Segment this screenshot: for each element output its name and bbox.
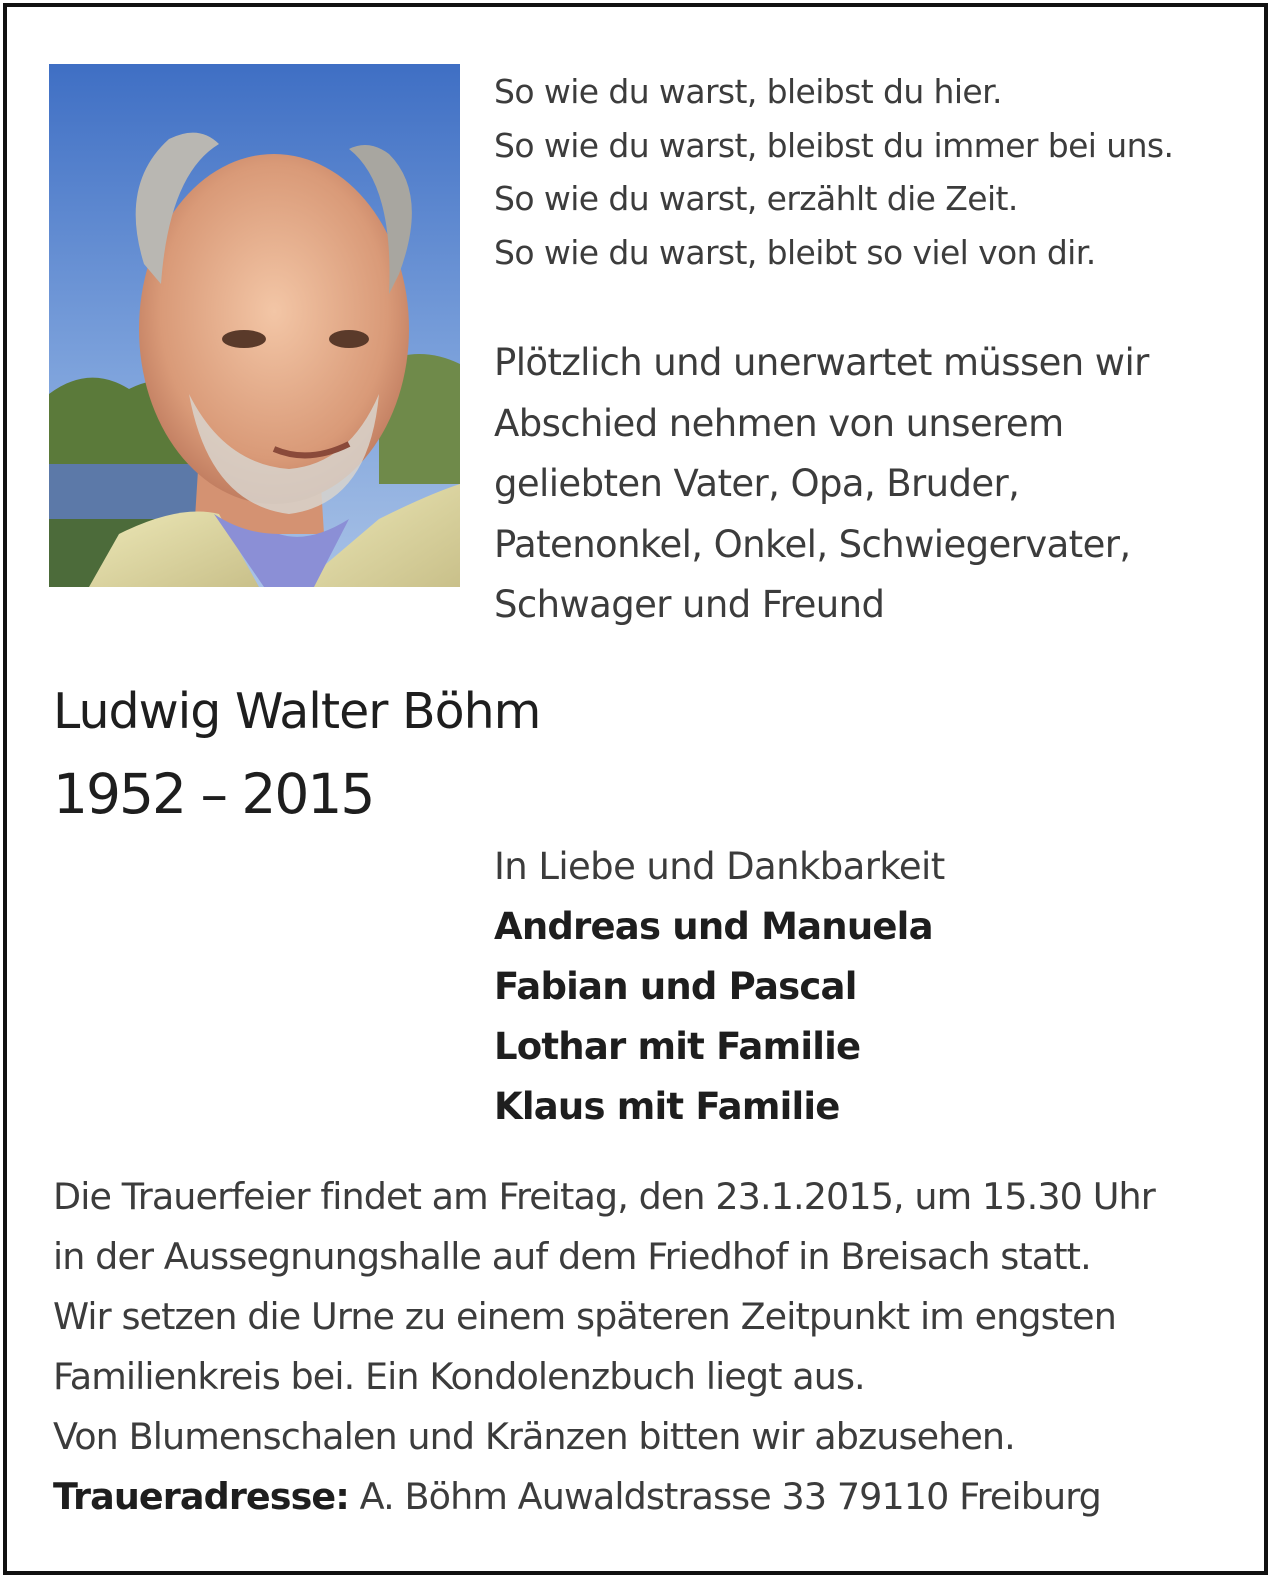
- mourners-block: [494, 837, 1254, 1137]
- intro-line: geliebten Vater, Opa, Bruder,: [494, 462, 1020, 505]
- address-label: Traueradresse:: [53, 1475, 349, 1518]
- notice-line: Familienkreis bei. Ein Kondolenzbuch liegt aus.: [53, 1355, 865, 1398]
- intro-line: Plötzlich und unerwartet müssen wir: [494, 341, 1149, 384]
- funeral-notice: [53, 1167, 1263, 1527]
- mourners-lead: In Liebe und Dankbarkeit: [494, 845, 945, 888]
- address-value: A. Böhm Auwaldstrasse 33 79110 Freiburg: [348, 1475, 1101, 1518]
- mourner-name: Klaus mit Familie: [494, 1085, 840, 1128]
- mourner-name: Lothar mit Familie: [494, 1025, 861, 1068]
- life-years: 1952 – 2015: [53, 762, 374, 826]
- mourning-address: [53, 1467, 1263, 1527]
- deceased-name: Ludwig Walter Böhm: [53, 683, 541, 740]
- portrait-photo: [49, 64, 460, 587]
- poem: [494, 65, 1254, 279]
- poem-line: So wie du warst, bleibt so viel von dir.: [494, 232, 1096, 272]
- poem-line: So wie du warst, bleibst du hier.: [494, 72, 1002, 111]
- notice-line: in der Aussegnungshalle auf dem Friedhof in Breisach statt.: [53, 1235, 1091, 1278]
- obituary-frame: [3, 3, 1268, 1575]
- poem-line: So wie du warst, bleibst du immer bei uns.: [494, 125, 1174, 165]
- farewell-intro: [494, 333, 1254, 636]
- intro-line: Patenonkel, Onkel, Schwiegervater,: [494, 522, 1131, 566]
- poem-line: So wie du warst, erzählt die Zeit.: [494, 179, 1018, 218]
- notice-line: Von Blumenschalen und Kränzen bitten wir abzusehen.: [53, 1415, 1015, 1458]
- mourner-name: Fabian und Pascal: [494, 965, 857, 1008]
- notice-line: Die Trauerfeier findet am Freitag, den 23.1.2015, um 15.30 Uhr: [53, 1175, 1155, 1218]
- intro-line: Schwager und Freund: [494, 583, 885, 626]
- intro-line: Abschied nehmen von unserem: [494, 401, 1064, 445]
- mourner-name: Andreas und Manuela: [494, 905, 933, 948]
- notice-line: Wir setzen die Urne zu einem späteren Zeitpunkt im engsten: [53, 1295, 1116, 1338]
